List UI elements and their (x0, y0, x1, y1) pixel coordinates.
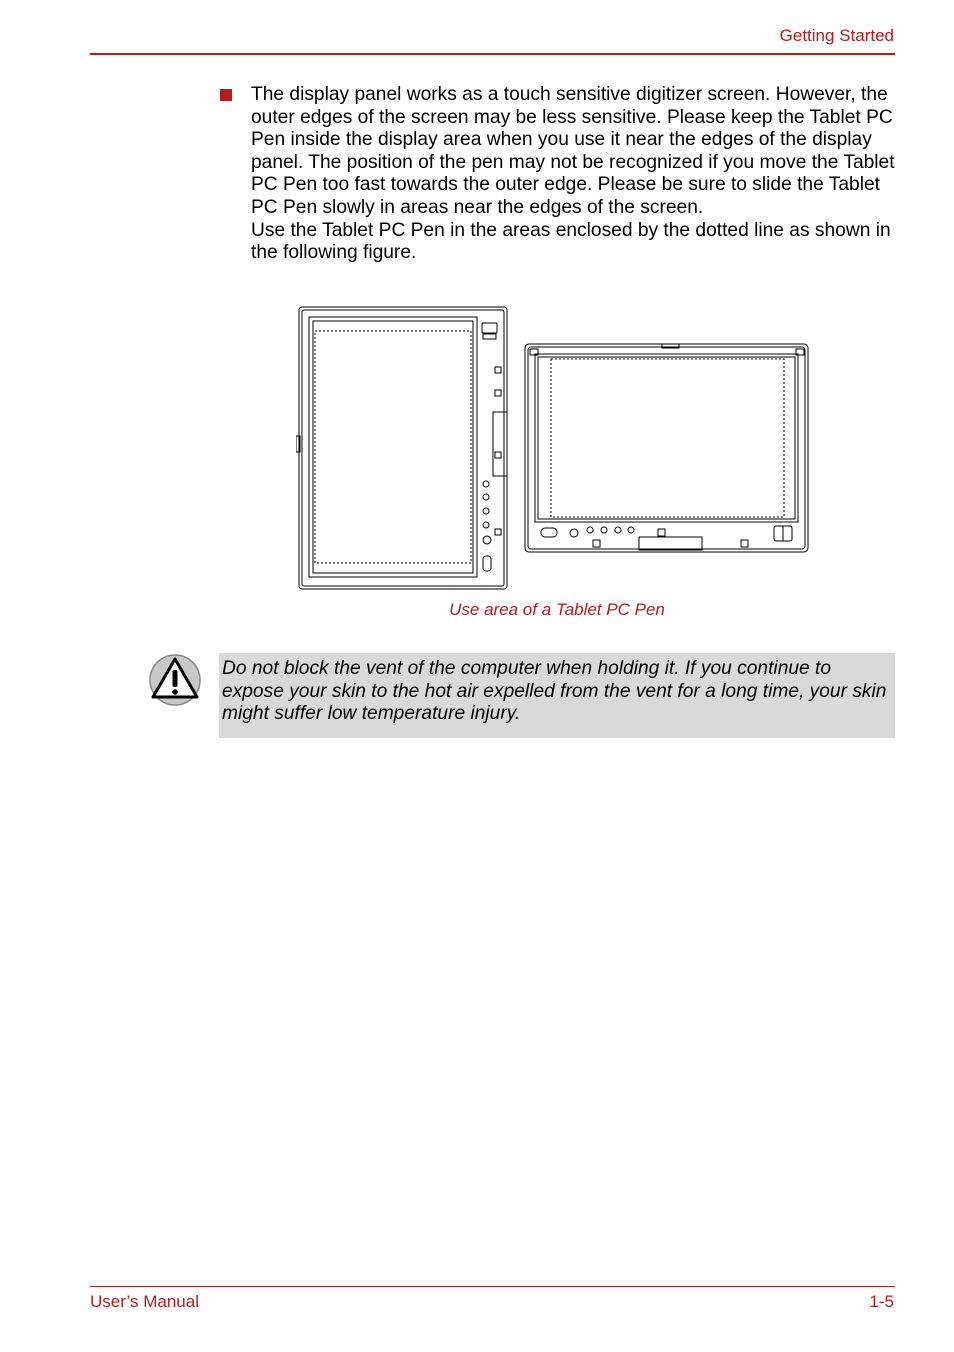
landscape-tablet-drawing (525, 344, 808, 552)
bullet-paragraph-1: The display panel works as a touch sensitive digitizer screen. However, the outer edges of the screen may be less sensitive. Please keep the Tablet PC Pen inside the display area when you use it near the edges of the display panel. The position of the pen may not be recognized if you move the Tablet PC Pen too fast towards the outer edge. Please be sure to slide the Tablet PC Pen slowly in areas near the edges of the screen. (251, 84, 895, 218)
figure-caption: Use area of a Tablet PC Pen (449, 600, 665, 619)
footer-manual-title: User’s Manual (90, 1292, 199, 1311)
tablet-pen-area-figure (296, 304, 812, 594)
warning-triangle-icon (148, 653, 202, 707)
bullet-paragraph-2: Use the Tablet PC Pen in the areas enclosed by the dotted line as shown in the following figure. (251, 219, 891, 264)
header-section-title: Getting Started (779, 26, 894, 45)
warning-text: Do not block the vent of the computer when holding it. If you continue to expose your skin to the hot air expelled from the vent for a long time, your skin might suffer low temperature injury. (222, 658, 887, 725)
footer-rule (90, 1286, 895, 1287)
portrait-tablet-drawing (296, 307, 507, 589)
header-rule (90, 53, 895, 55)
footer-page-number: 1-5 (869, 1292, 894, 1311)
bullet-square-icon (220, 89, 232, 101)
bullet-item (251, 84, 896, 265)
